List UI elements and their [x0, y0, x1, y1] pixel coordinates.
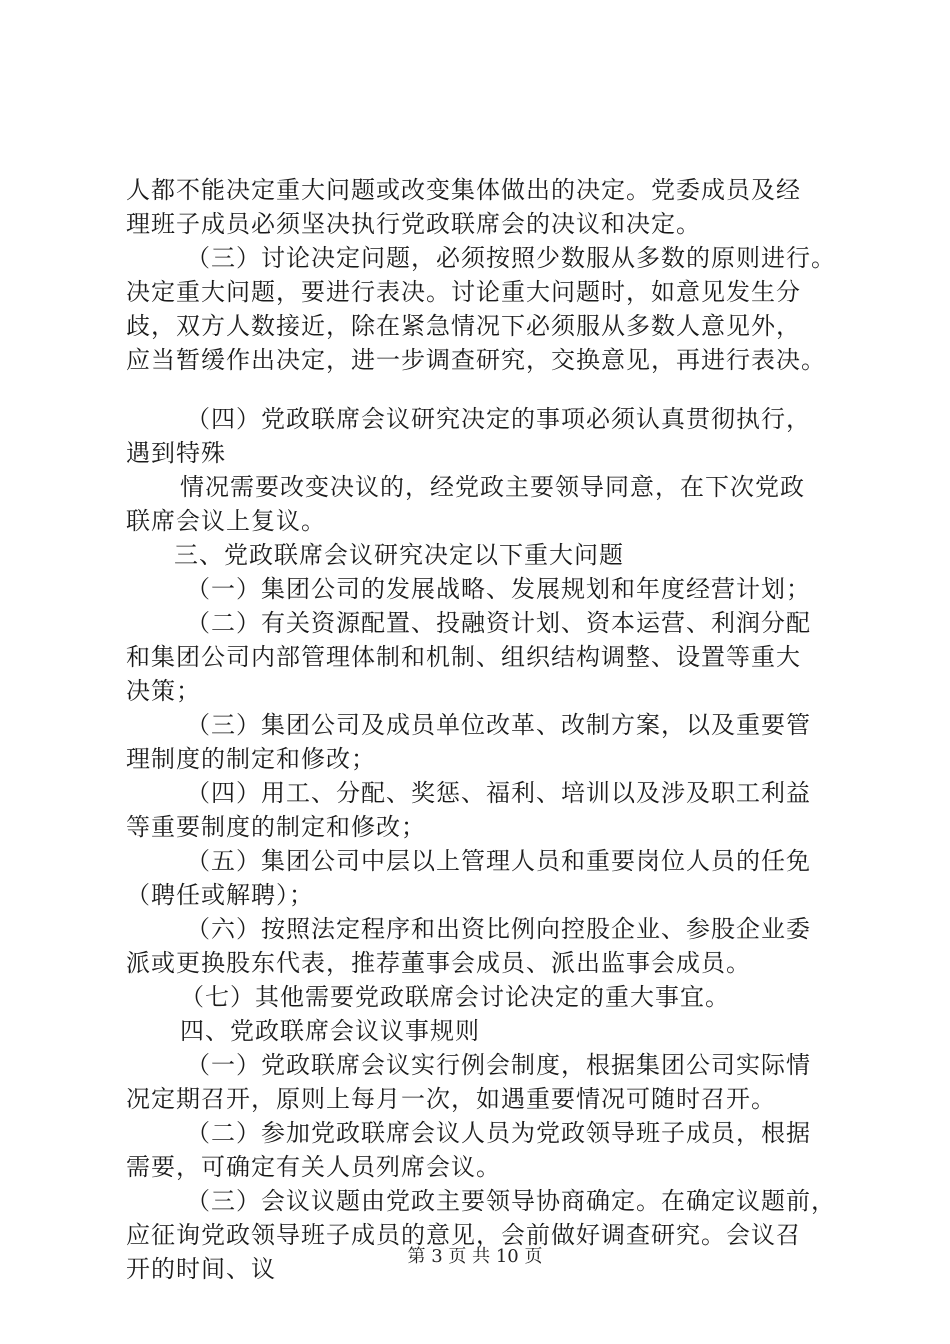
- text-line: （一）党政联席会议实行例会制度，根据集团公司实际情: [186, 1051, 811, 1079]
- text-line: （三）会议议题由党政主要领导协商确定。在确定议题前，: [186, 1187, 836, 1215]
- text-line: （二）有关资源配置、投融资计划、资本运营、利润分配: [186, 609, 811, 637]
- text-line: 遇到特殊: [126, 439, 226, 467]
- section-heading: 三、党政联席会议研究决定以下重大问题: [174, 541, 624, 569]
- text-line: 况定期召开，原则上每月一次，如遇重要情况可随时召开。: [126, 1085, 776, 1113]
- text-line: （四）用工、分配、奖惩、福利、培训以及涉及职工利益: [186, 779, 811, 807]
- text-line: （七）其他需要党政联席会讨论决定的重大事宜。: [180, 983, 730, 1011]
- text-line: 决策；: [126, 677, 201, 705]
- text-line: 应当暂缓作出决定，进一步调查研究，交换意见，再进行表决。: [126, 346, 826, 374]
- text-line: 人都不能决定重大问题或改变集体做出的决定。党委成员及经: [126, 176, 801, 204]
- text-line: （六）按照法定程序和出资比例向控股企业、参股企业委: [186, 915, 811, 943]
- text-line: （四）党政联席会议研究决定的事项必须认真贯彻执行，: [186, 405, 811, 433]
- page-number-footer: 第 3 页 共 10 页: [407, 1246, 543, 1267]
- text-line: （三）集团公司及成员单位改革、改制方案，以及重要管: [186, 711, 811, 739]
- text-line: 情况需要改变决议的，经党政主要领导同意，在下次党政: [180, 473, 805, 501]
- text-line: 和集团公司内部管理体制和机制、组织结构调整、设置等重大: [126, 643, 801, 671]
- text-line: （三）讨论决定问题，必须按照少数服从多数的原则进行。: [186, 244, 836, 272]
- text-line: 决定重大问题，要进行表决。讨论重大问题时，如意见发生分: [126, 278, 801, 306]
- text-line: 理班子成员必须坚决执行党政联席会的决议和决定。: [126, 210, 701, 238]
- text-line: 歧，双方人数接近，除在紧急情况下必须服从多数人意见外，: [126, 312, 801, 340]
- text-line: 派或更换股东代表，推荐董事会成员、派出监事会成员。: [126, 949, 751, 977]
- text-line: （二）参加党政联席会议人员为党政领导班子成员，根据: [186, 1119, 811, 1147]
- document-body: [126, 175, 838, 1284]
- text-line: （一）集团公司的发展战略、发展规划和年度经营计划；: [186, 575, 811, 603]
- text-line: 等重要制度的制定和修改；: [126, 813, 426, 841]
- text-line: 应征询党政领导班子成员的意见，会前做好调查研究。会议召: [126, 1221, 801, 1249]
- text-line: 联席会议上复议。: [126, 507, 326, 535]
- text-line: 开的时间、议: [126, 1255, 276, 1283]
- section-heading: 四、党政联席会议议事规则: [180, 1017, 480, 1045]
- text-line: 理制度的制定和修改；: [126, 745, 376, 773]
- text-line: （聘任或解聘）；: [126, 881, 314, 909]
- text-line: 需要，可确定有关人员列席会议。: [126, 1153, 501, 1181]
- text-line: （五）集团公司中层以上管理人员和重要岗位人员的任免: [186, 847, 811, 875]
